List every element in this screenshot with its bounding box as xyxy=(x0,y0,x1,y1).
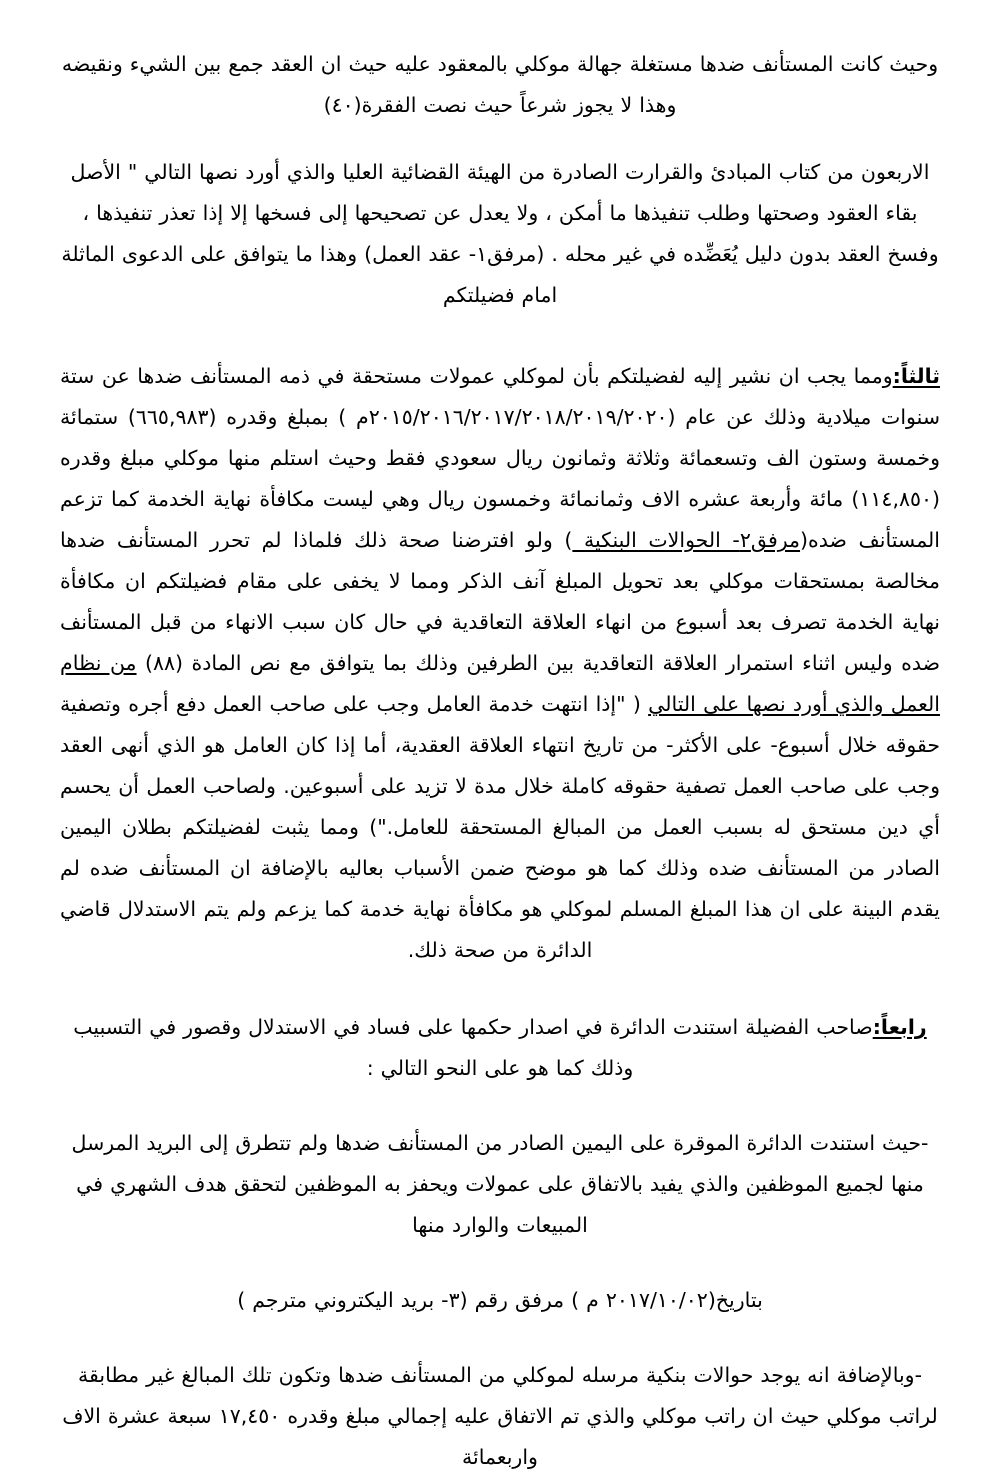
paragraph-7-second-ground xyxy=(60,1355,940,1478)
paragraph-4-text: صاحب الفضيلة استندت الدائرة في اصدار حكمها على فساد في الاستدلال وقصور في التسبيب وذلك كما هو على النحو التالي : xyxy=(73,1015,873,1080)
section-spacer-1 xyxy=(60,997,940,1007)
paragraph-2: الاربعون من كتاب المبادئ والقرارت الصادرة من الهيئة القضائية العليا والذي أورد نصها التالي " الأصل بقاء العقود وصحتها وطلب تنفيذها ما أمكن ، ولا يعدل عن تصحيحها إلى فسخها إلا إذا تعذر تنفيذها ، وفسخ العقد بدون دليل يُعَضِّده في غير محله . (مرفق١- عقد العمل) وهذا ما يتوافق على الدعوى الماثلة امام فضيلتكم xyxy=(61,160,939,307)
paragraph-3-text-part-2: م ) بمبلغ وقدره ( xyxy=(208,405,369,429)
document-body xyxy=(60,44,940,1478)
paragraph-3-text-part-6: ) xyxy=(136,651,154,675)
amount-agreed-salary: ١٧,٤٥٠ xyxy=(218,1404,281,1428)
date-line-prefix: بتاريخ( xyxy=(707,1288,763,1312)
section-heading-fourthly: رابعاً: xyxy=(872,1015,927,1039)
email-date-value: ٢٠١٧/١٠/٠٢ xyxy=(605,1288,708,1312)
paragraph-7-text-part-1: -وبالإضافة انه يوجد حوالات بنكية مرسله لموكلي من المستأنف ضدها وتكون تلك المبالغ غير مطابقة لراتب موكلي حيث ان راتب موكلي والذي تم الاتفاق عليه إجمالي مبلغ وقدره xyxy=(78,1363,938,1428)
paragraph-3-text-part-4: ) مائة وأربعة عشره الاف وثمانمائة وخمسون ريال وهي ليست مكافأة نهاية الخدمة كما تزعم المستأنف ضده( xyxy=(60,487,940,552)
paragraph-5-first-ground: -حيث استندت الدائرة الموقرة على اليمين الصادر من المستأنف ضدها ولم تتطرق إلى البريد المرسل منها لجميع الموظفين والذي يفيد بالاتفاق على عمولات ويحفز به الموظفين لتحقق هدف الشهري في المبيعات والوارد منها xyxy=(71,1131,929,1237)
amount-received: ١١٤,٨٥٠ xyxy=(859,487,932,511)
paragraph-3-text-part-1: ومما يجب ان نشير إليه لفضيلتكم بأن لموكلي عمولات مستحقة في ذمه المستأنف ضدها عن ستة سنوات ميلادية وذلك عن عام ( xyxy=(60,364,941,429)
labor-law-citation-underlined: من نظام العمل والذي أورد نصها على التالي xyxy=(60,651,940,716)
article-number-88: ٨٨ xyxy=(153,651,176,675)
paragraph-3-text-part-7: ( "إذا انتهت خدمة العامل وجب على صاحب العمل دفع أجره وتصفية حقوقه خلال أسبوع- على الأكثر- من تاريخ انتهاء العلاقة العقدية، أما إذا كان العامل هو الذي أنهى العقد وجب على صاحب العمل تصفية حقوقه كاملة خلال مدة لا تزيد على أسبوعين. ولصاحب العمل أن يحسم أي دين مستحق له بسبب العمل من المبالغ المستحقة للعامل.") ومما يثبت لفضيلتكم بطلان اليمين الصادر من المستأنف ضده وذلك كما هو موضح ضمن الأسباب بعاليه بالإضافة ان المستأنف ضده لم يقدم البينة على ان هذا المبلغ المسلم لموكلي هو مكافأة نهاية خدمة كما يزعم ولم يتم الاستدلال قاضي الدائرة من صحة ذلك. xyxy=(60,692,940,962)
paragraph-7-text-part-2: سبعة عشرة الاف واربعمائة xyxy=(62,1404,538,1469)
section-heading-thirdly: ثالثاً: xyxy=(892,364,940,388)
amount-commissions-total: ٦٦٥,٩٨٣ xyxy=(135,405,209,429)
attachment-reference-3: م ) مرفق رقم (٣- بريد اليكتروني مترجم ) xyxy=(237,1288,606,1312)
paragraph-1: وحيث كانت المستأنف ضدها مستغلة جهالة موكلي بالمعقود عليه حيث ان العقد جمع بين الشيء ونقيضه وهذا لا يجوز شرعاً حيث نصت الفقرة(٤٠) xyxy=(61,52,939,117)
years-range-value: ٢٠١٥/٢٠١٦/٢٠١٧/٢٠١٨/٢٠١٩/٢٠٢٠ xyxy=(368,405,668,429)
paragraph-6-date-line xyxy=(60,1280,940,1321)
paragraph-3-section-thirdly xyxy=(60,356,940,971)
paragraph-4-section-fourthly xyxy=(60,1007,940,1089)
attachment-reference-2: مرفق٢- الحوالات البنكية xyxy=(572,528,801,552)
paragraph-3-text-part-5: ) ولو افترضنا صحة ذلك فلماذا لم تحرر المستأنف ضدها مخالصة بمستحقات موكلي بعد تحويل المبلغ آنف الذكر ومما لا يخفى على مقام فضيلتكم ان مكافأة نهاية الخدمة تصرف بعد أسبوع من انهاء العلاقة التعاقدية في حال كان سبب الانهاء من قبل المستأنف ضده وليس اثناء استمرار العلاقة التعاقدية بين الطرفين وذلك بما يتوافق مع نص المادة ( xyxy=(60,528,940,675)
paragraph-3-text-part-3: ) ستمائة وخمسة وستون الف وتسعمائة وثلاثة وثمانون ريال سعودي فقط وحيث استلم منها موكلي مبلغ وقدره ( xyxy=(60,405,940,511)
